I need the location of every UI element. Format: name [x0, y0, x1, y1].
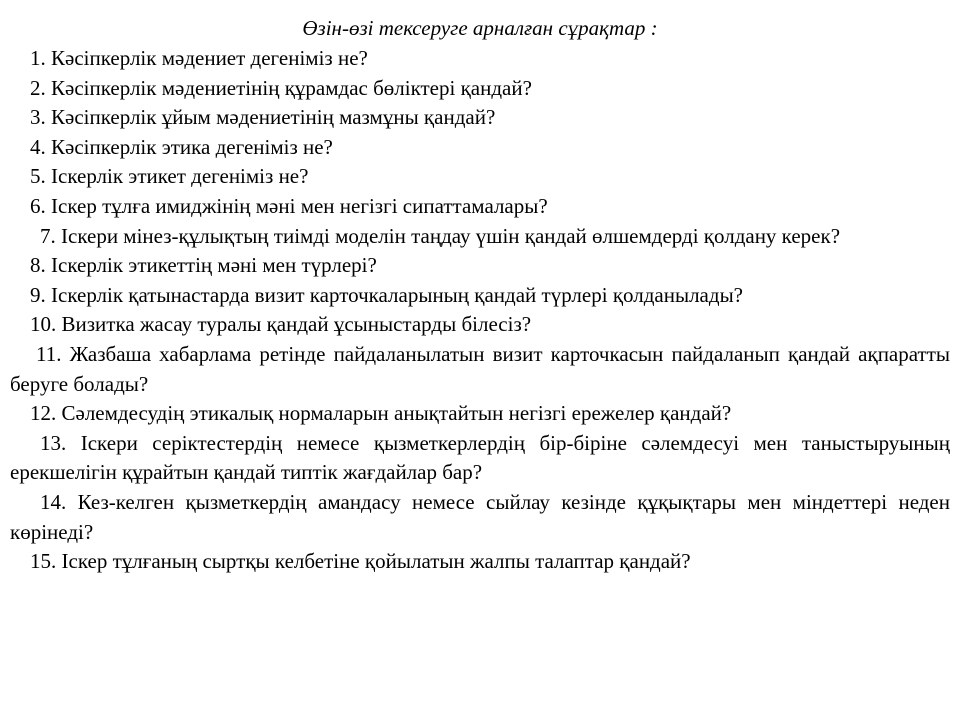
question-item: 8. Іскерлік этикеттің мәні мен түрлері?	[30, 253, 377, 278]
question-item: 9. Іскерлік қатынастарда визит карточкаларының қандай түрлері қолданылады?	[30, 282, 743, 307]
page-title: Өзін-өзі тексеруге арналған сұрақтар :	[302, 16, 658, 40]
question-list	[10, 44, 950, 577]
question-item: 15. Іскер тұлғаның сыртқы келбетіне қойылатын жалпы талаптар қандай?	[30, 549, 691, 574]
question-item: 14. Кез-келген қызметкердің амандасу немесе сыйлау кезінде құқықтары мен міндеттері неден көрінеді?	[10, 489, 950, 544]
question-item: 12. Сәлемдесудің этикалық нормаларын анықтайтын негізгі ережелер қандай?	[30, 401, 732, 426]
question-item: 4. Кәсіпкерлік этика дегеніміз не?	[30, 134, 333, 159]
question-item: 11. Жазбаша хабарлама ретінде пайдаланылатын визит карточкасын пайдаланып қандай ақпаратты беруге болады?	[10, 341, 950, 396]
question-item: 2. Кәсіпкерлік мәдениетінің құрамдас бөліктері қандай?	[30, 75, 532, 100]
question-item: 1. Кәсіпкерлік мәдениет дегеніміз не?	[30, 46, 368, 70]
question-item: 3. Кәсіпкерлік ұйым мәдениетінің мазмұны қандай?	[30, 105, 496, 130]
question-item: 13. Іскери серіктестердің немесе қызметкерлердің бір-біріне сәлемдесуі мен таныстыруының ерекшелігін құрайтын қандай типтік жағдайлар бар?	[10, 430, 950, 485]
question-item: 10. Визитка жасау туралы қандай ұсыныстарды білесіз?	[30, 312, 532, 337]
question-item: 6. Іскер тұлға имиджінің мәні мен негізгі сипаттамалары?	[30, 193, 548, 218]
question-item: 5. Іскерлік этикет дегеніміз не?	[30, 164, 309, 189]
question-item: 7. Іскери мінез-құлықтың тиімді моделін таңдау үшін қандай өлшемдерді қолдану керек?	[40, 223, 841, 248]
